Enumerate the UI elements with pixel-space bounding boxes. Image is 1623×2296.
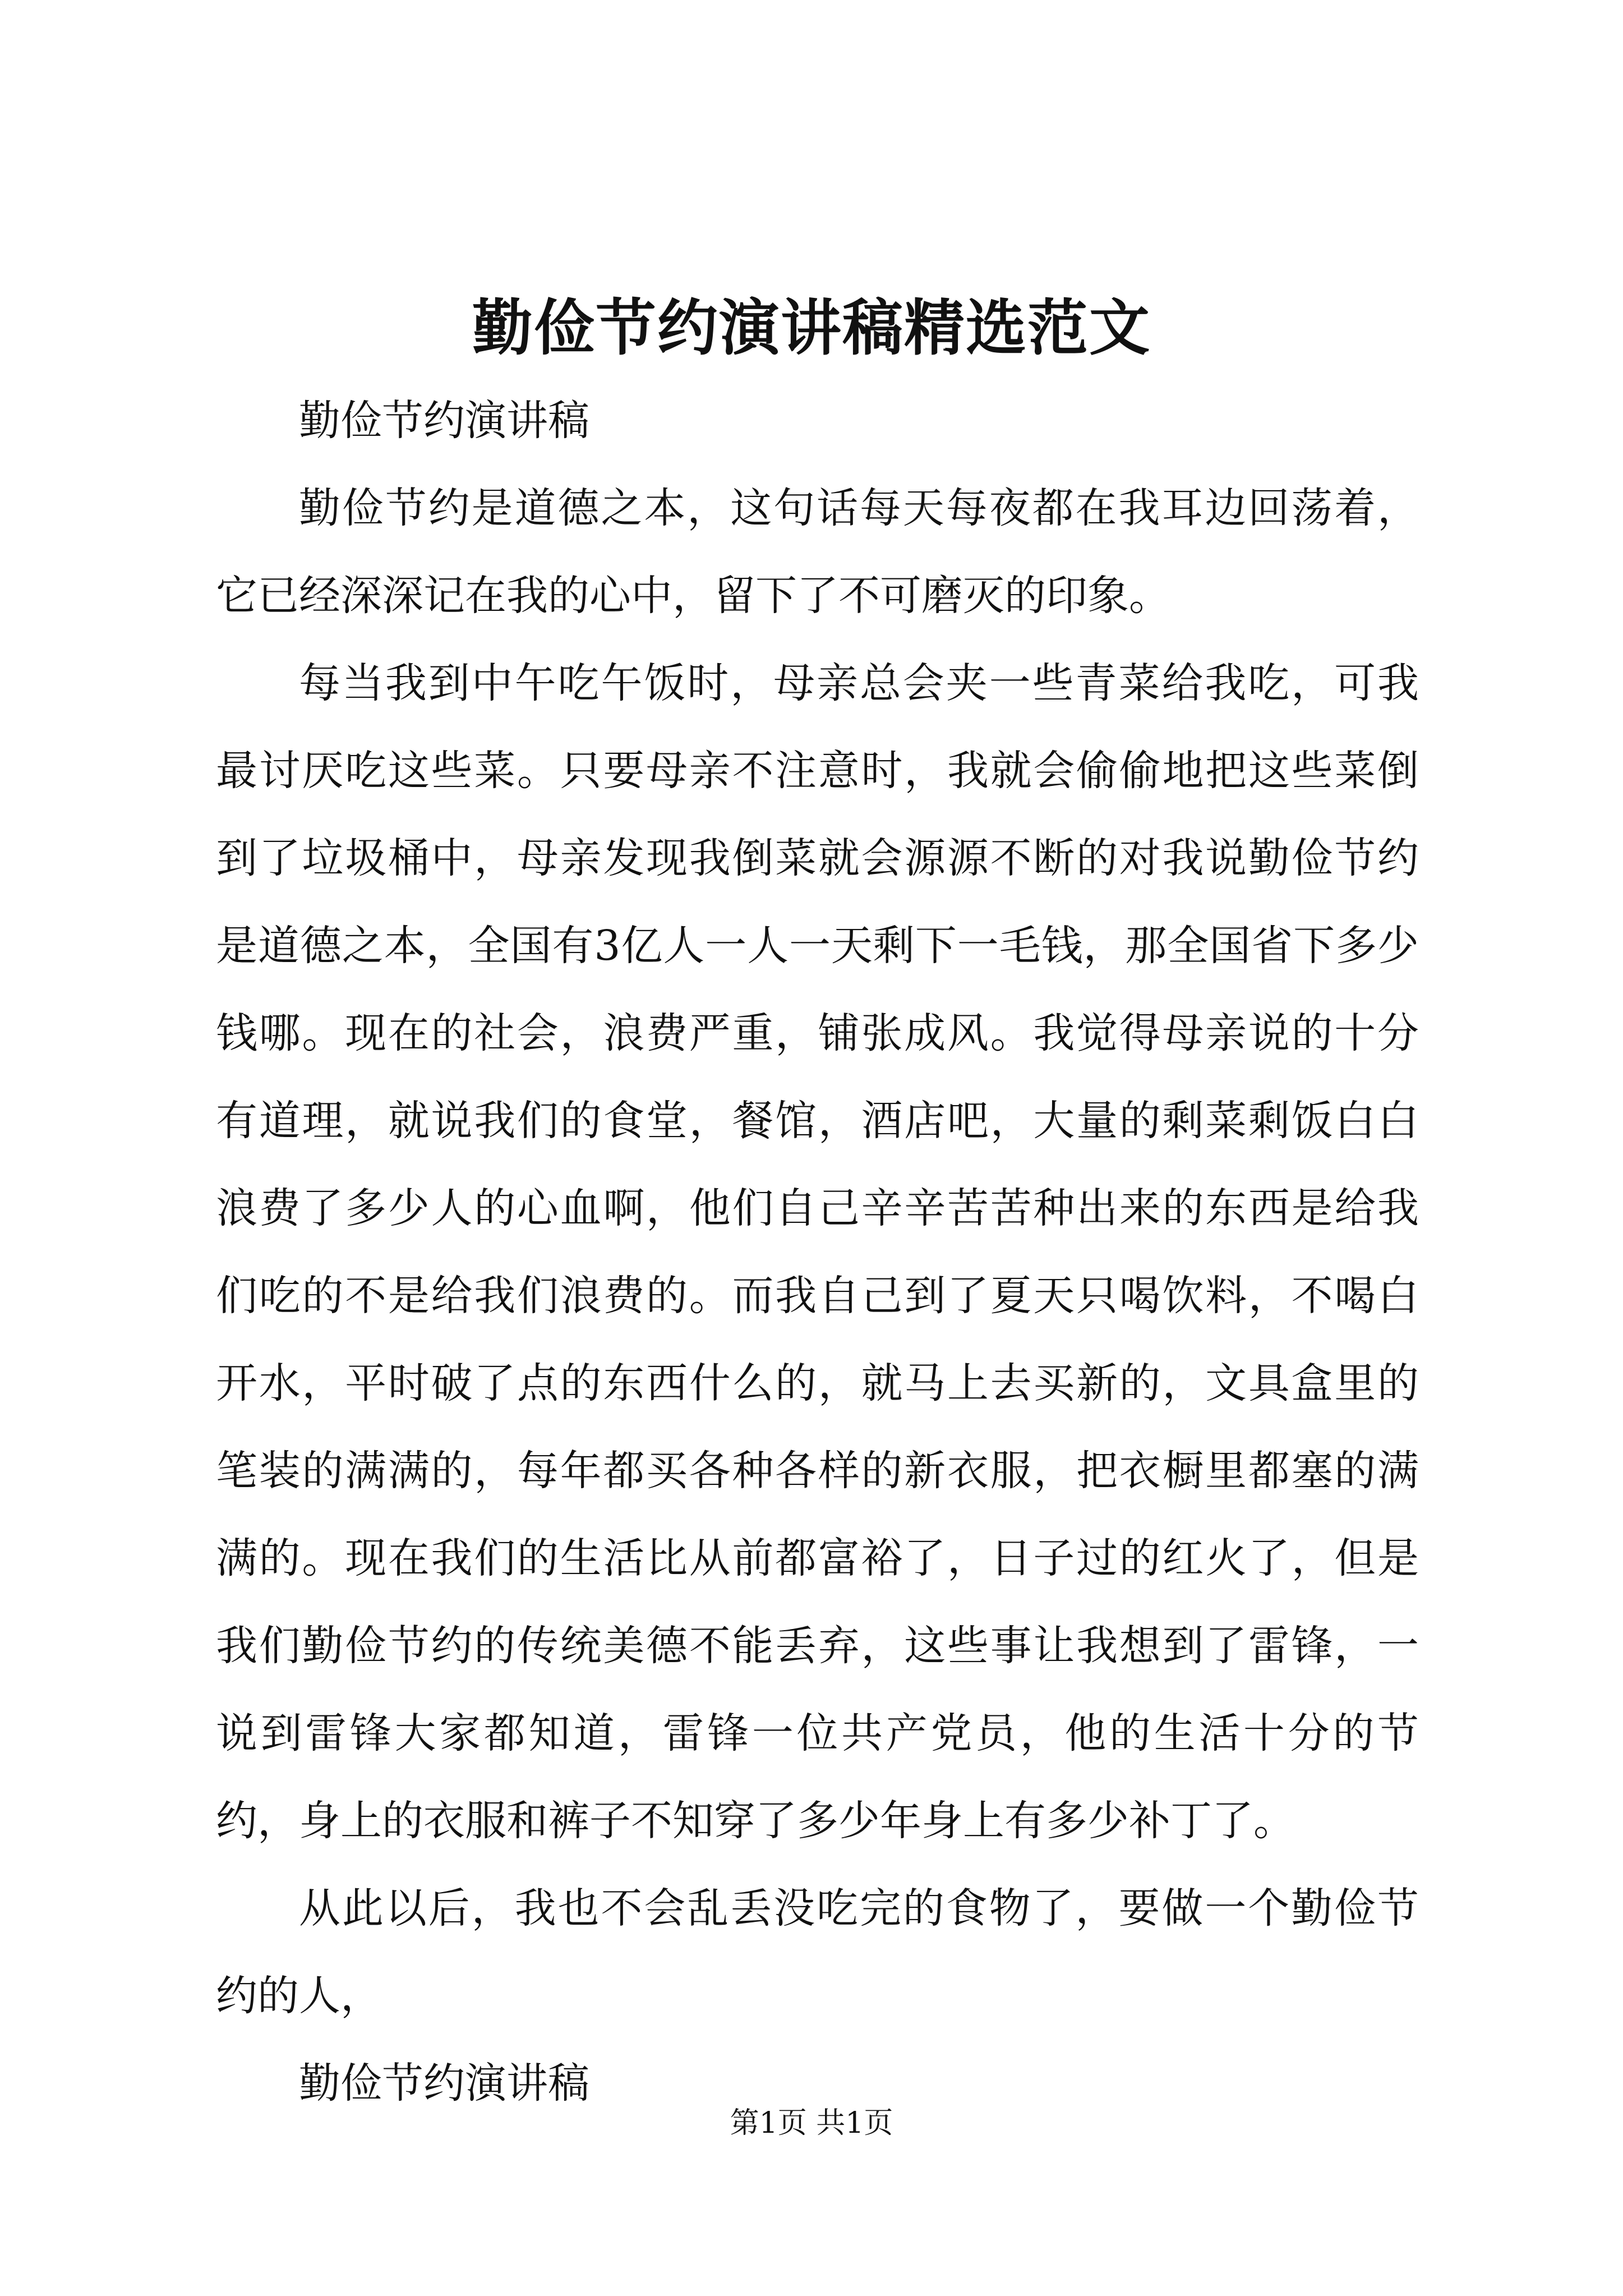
paragraph-heading-repeat: 勤俭节约演讲稿 [299, 2059, 589, 2108]
paragraph-intro: 勤俭节约是道德之本，这句话每天每夜都在我耳边回荡着，它已经深深记在我的心中，留下了不可磨灭的印象。 [216, 484, 1419, 620]
paragraph-conclusion: 从此以后，我也不会乱丢没吃完的食物了，要做一个勤俭节约的人， [216, 1884, 1419, 2020]
document-body [216, 377, 1419, 2127]
paragraph-subtitle: 勤俭节约演讲稿 [299, 397, 589, 445]
paragraph-main: 每当我到中午吃午饭时，母亲总会夹一些青菜给我吃，可我最讨厌吃这些菜。只要母亲不注意时，我就会偷偷地把这些菜倒到了垃圾桶中，母亲发现我倒菜就会源源不断的对我说勤俭节约是道德之本，全国有3亿人一人一天剩下一毛钱，那全国省下多少钱哪。现在的社会，浪费严重，铺张成风。我觉得母亲说的十分有道理，就说我们的食堂，餐馆，酒店吧，大量的剩菜剩饭白白浪费了多少人的心血啊，他们自己辛辛苦苦种出来的东西是给我们吃的不是给我们浪费的。而我自己到了夏天只喝饮料，不喝白开水，平时破了点的东西什么的，就马上去买新的，文具盒里的笔装的满满的，每年都买各种各样的新衣服，把衣橱里都塞的满满的。现在我们的生活比从前都富裕了，日子过的红火了，但是我们勤俭节约的传统美德不能丢弃，这些事让我想到了雷锋，一说到雷锋大家都知道，雷锋一位共产党员，他的生活十分的节约，身上的衣服和裤子不知穿了多少年身上有多少补丁了。 [216, 659, 1419, 1845]
page-footer: 第1页 共1页 [730, 2106, 893, 2140]
document-title: 勤俭节约演讲稿精选范文 [472, 293, 1151, 364]
